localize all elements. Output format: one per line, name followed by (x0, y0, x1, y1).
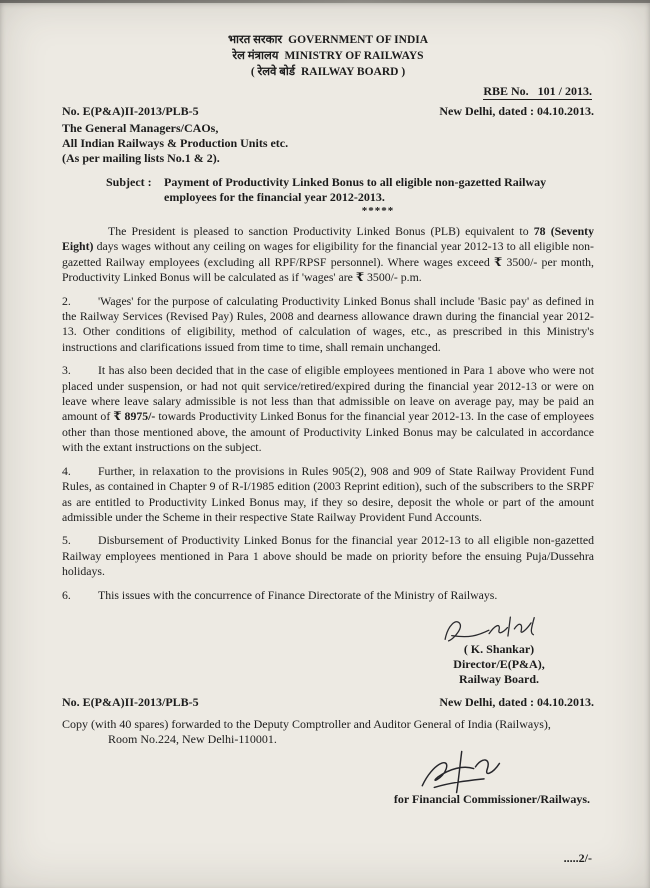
board-hindi-text: ( रेलवे बोर्ड (250, 66, 295, 78)
footer-letter-date: New Delhi, dated : 04.10.2013. (439, 694, 594, 709)
paragraph-text: 3500/- p.m. (364, 270, 422, 285)
ministry-english-text: MINISTRY OF RAILWAYS (284, 50, 424, 62)
paragraph-number: 5. (62, 533, 71, 548)
signature-scribble (428, 607, 570, 648)
paragraph-text: Disbursement of Productivity Linked Bonus for the financial year 2012-13 to all eligible non-gazetted Railway employees mentioned in Para 1 above should be made on priority before the ensuing Puja/Dussehra holidays. (62, 533, 594, 579)
paragraph-bold-text: ₹ 8975/- (113, 409, 156, 424)
signatory-name: ( K. Shankar) (463, 641, 535, 656)
paragraph-text: This issues with the concurrence of Finance Directorate of the Ministry of Railways. (98, 587, 498, 602)
addressee-line-2: All Indian Railways & Production Units etc. (62, 136, 289, 150)
subject-label: Subject : (106, 175, 152, 189)
letterhead (62, 32, 594, 80)
board-english-text: RAILWAY BOARD ) (301, 66, 406, 78)
copy-forwarded-note (62, 717, 594, 748)
copy-note-line-2: Room No.224, New Delhi-110001. (108, 732, 277, 747)
addressee-line-3: (As per mailing lists No.1 & 2). (62, 151, 220, 165)
letterhead-government-line (62, 32, 594, 48)
paragraph-text: towards Productivity Linked Bonus for the financial year 2012-13. In the case of employees other than those mentioned above, the amount of Productivity Linked Bonus may be calculated in accordance with the extant instructions on the subject. (62, 409, 594, 455)
signature-scribble (400, 748, 520, 796)
paragraph (62, 363, 594, 455)
paragraph-bold-text: 78 (Seventy Eight) (62, 224, 594, 254)
addressee-block (62, 121, 594, 166)
paragraph-number: 2. (62, 293, 71, 308)
addressee-line-1: The General Managers/CAOs, (62, 121, 219, 135)
subject-block (106, 175, 594, 205)
rbe-number-line (62, 84, 594, 99)
letterhead-board-line (62, 64, 594, 80)
letterhead-ministry-line (62, 48, 594, 64)
body-paragraphs (62, 224, 594, 603)
paragraph-number: 3. (62, 363, 71, 378)
paragraph (62, 588, 594, 603)
paragraph-number: 4. (62, 463, 71, 478)
paragraph-text: It has also been decided that in the case of eligible employees mentioned in Para 1 above who were not placed under suspension, or had not quit service/retired/expired during the financial year 2012-13 or were on leave where leave salary admissible is not less than that admissible on leave on average pay, may be paid an amount of (62, 363, 594, 424)
government-english-text: GOVERNMENT OF INDIA (288, 34, 429, 46)
paragraph (62, 224, 594, 286)
footer-file-number: No. E(P&A)II-2013/PLB-5 (62, 694, 199, 709)
paragraph-text: Further, in relaxation to the provisions in Rules 905(2), 908 and 909 of State Railway Provident Fund Rules, as contained in Chapter 9 of R-I/1985 edition (2003 Reprint edition), such of the subscribers to the SRPF as are entitled to Productivity Linked Bonus may, if they so desire, deposit the whole or part of the amount admissible under the Scheme in their respective State Railway Provident Fund Accounts. (62, 463, 594, 524)
reference-row (62, 104, 594, 119)
file-number: No. E(P&A)II-2013/PLB-5 (62, 104, 199, 118)
paragraph-bold-text: ₹ (355, 270, 365, 285)
footer-reference-row (62, 695, 594, 710)
signatory-designation: Director/E(P&A), (453, 656, 545, 671)
signature-block (410, 611, 588, 687)
paragraph-bold-text: ₹ (494, 254, 503, 269)
ministry-hindi-text: रेल मंत्रालय (232, 50, 279, 62)
scan-artifact-top-edge (0, 0, 650, 3)
rbe-number: RBE No. 101 / 2013. (483, 84, 592, 98)
subject-text: Payment of Productivity Linked Bonus to all eligible non-gazetted Railway employees for the financial year 2012-2013. (164, 175, 547, 204)
copy-note-line-1: Copy (with 40 spares) forwarded to the Deputy Comptroller and Auditor General of India (Railways), (62, 716, 551, 731)
paragraph-text: 'Wages' for the purpose of calculating Productivity Linked Bonus shall include 'Basic pay' as defined in the Railway Services (Revised Pay) Rules, 2008 and dearness allowance drawn during the financial year 2012-13. Other conditions of eligibility, method of calculation of wages, etc., as prescribed in this Ministry's instructions and clarifications issued from time to time, shall remain unchanged. (62, 293, 594, 354)
subject-separator: ***** (361, 205, 395, 217)
paragraph (62, 464, 594, 526)
government-hindi-text: भारत सरकार (227, 34, 283, 46)
paragraph-text: 3500/- per month, Productivity Linked Bonus will be calculated as if 'wages' are (62, 254, 594, 285)
letter-date: New Delhi, dated : 04.10.2013. (439, 104, 594, 118)
paragraph (62, 294, 594, 356)
for-financial-commissioner: for Financial Commissioner/Railways. (393, 791, 590, 806)
page-continuation-marker: .....2/- (563, 851, 592, 865)
paragraph-text: days wages without any ceiling on wages for eligibility for the financial year 2012-13 to all eligible non-gazetted Railway employees (excluding all RPF/RPSF personnel). Where wages exceed (62, 239, 594, 269)
signatory-office: Railway Board. (458, 671, 539, 686)
paragraph-number: 6. (62, 587, 71, 602)
paragraph (62, 533, 594, 579)
second-signature-block (62, 748, 594, 807)
paragraph-text: The President is pleased to sanction Productivity Linked Bonus (PLB) equivalent to (108, 224, 534, 238)
